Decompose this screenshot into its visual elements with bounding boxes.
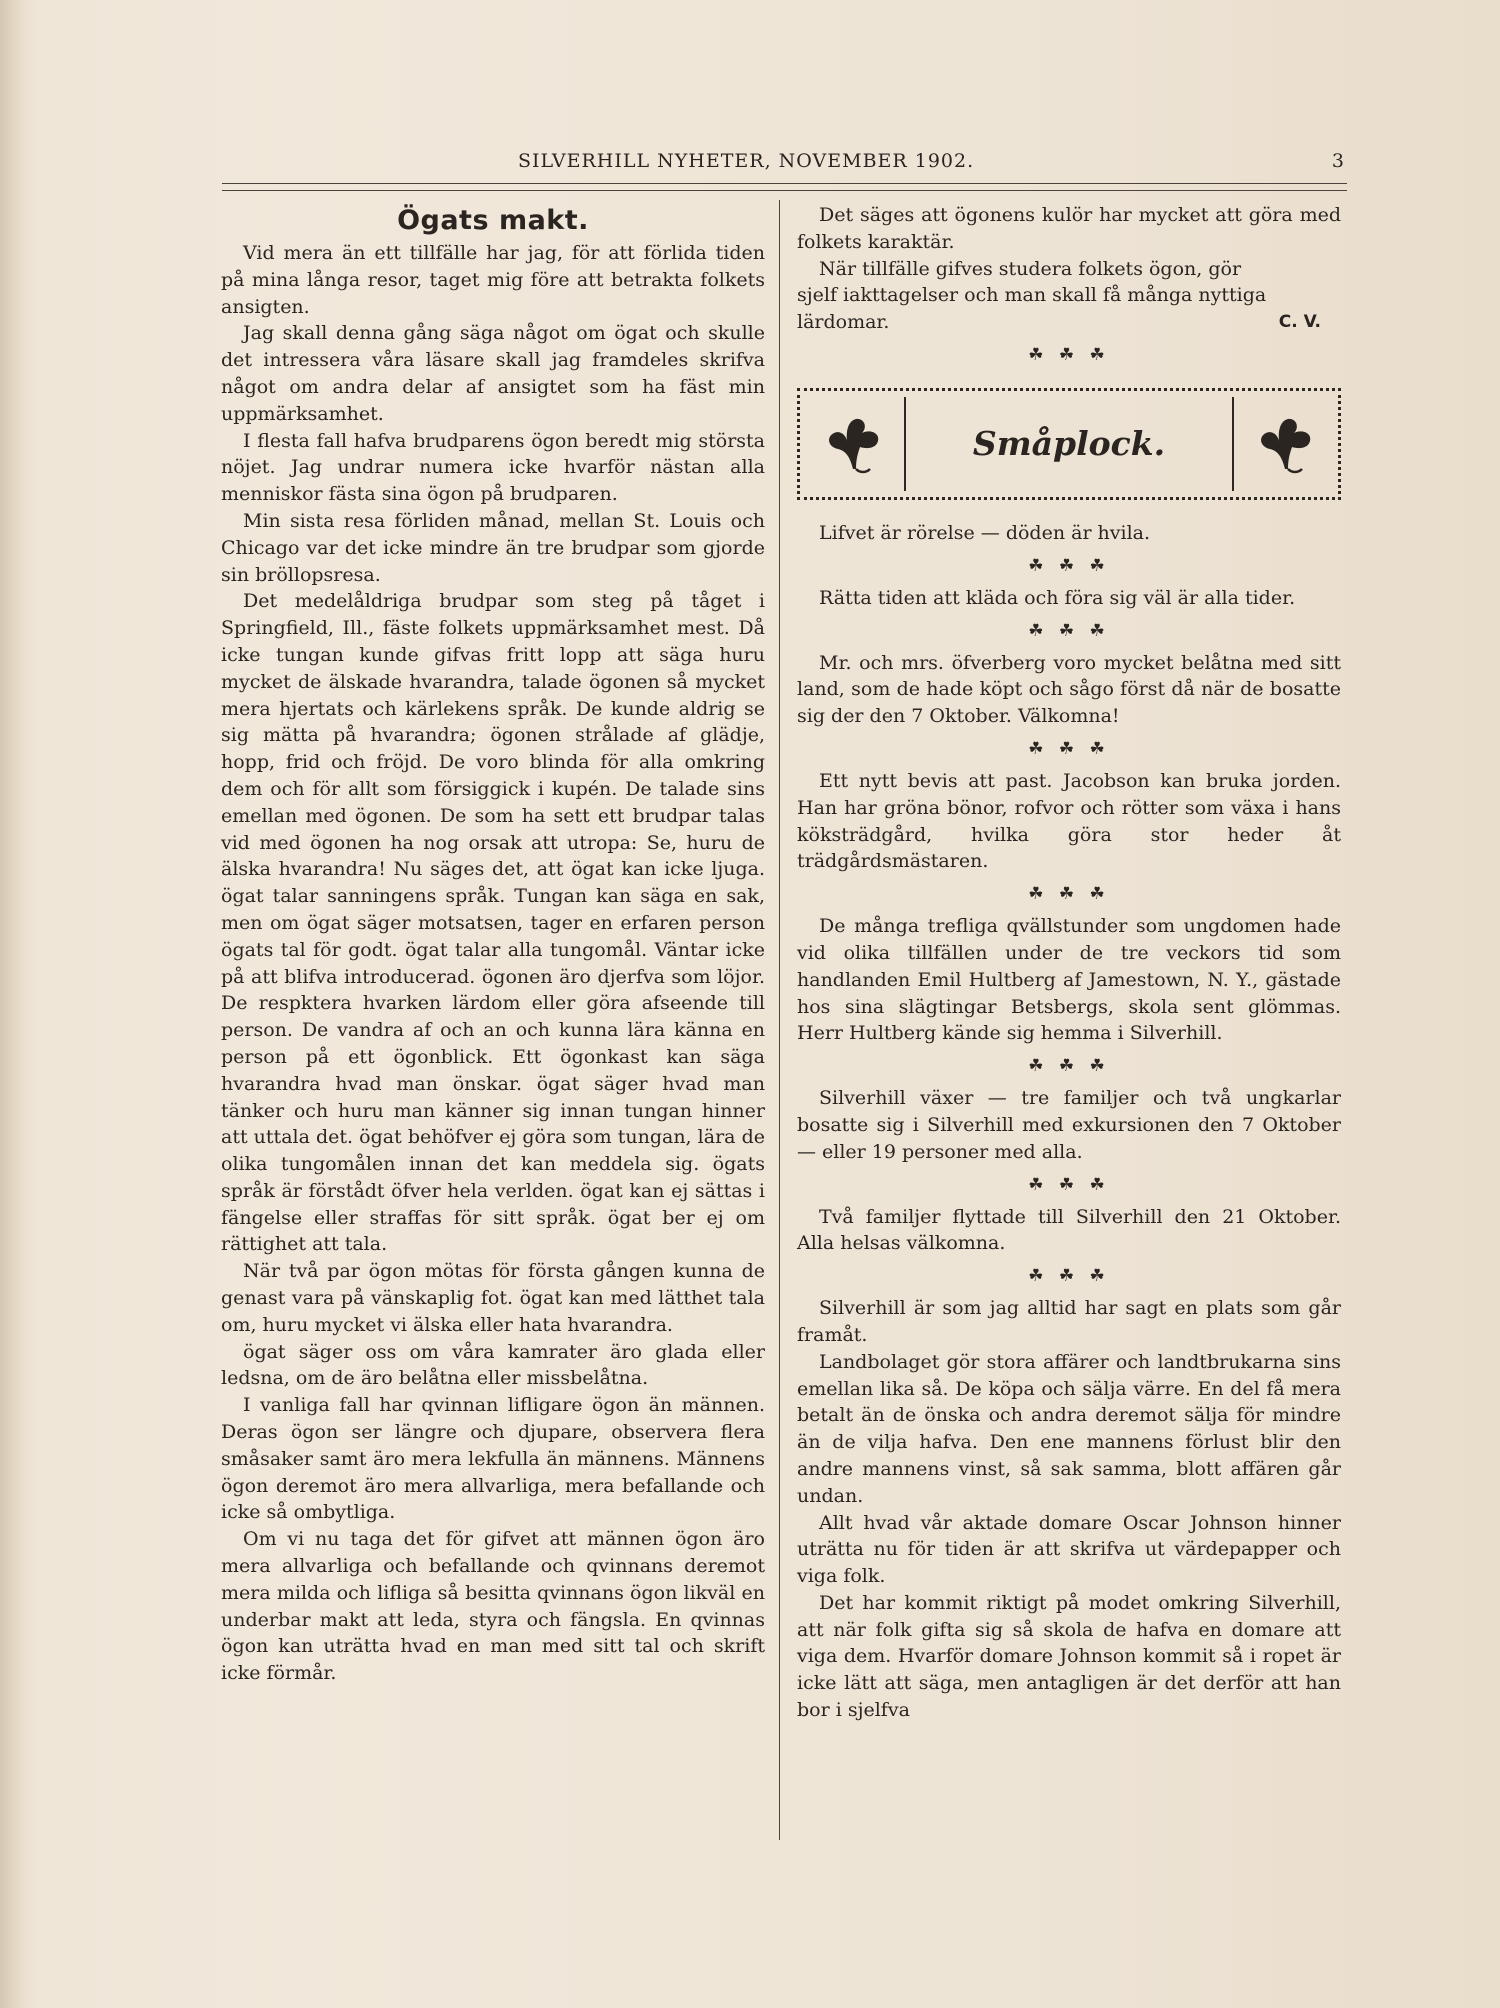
article-paragraph: När tillfälle gifves studera folkets ögon, gör sjelf iakttagelser och man skall få många nyttiga lärdomar. [797,257,1267,334]
news-item: De många trefliga qvällstunder som ungdomen hade vid olika tillfällen under de tre veckors tid som handlanden Emil Hultberg af Jamestown, N. Y., gästade hos sina slägtingar Betsbergs, skola sent glömmas. Herr Hultberg kände sig hemma i Silverhill. [797,915,1341,1045]
news-item: Landbolaget gör stora affärer och landtbrukarna sins emellan lika så. De köpa och sälja värre. En del få mera betalt än de önska och andra deremot sälja för mindre än de vilja hafva. Den ene mannens förlust blir den andre mannens vinst, så sak samma, blott affären går undan. [797,1350,1341,1507]
article-paragraph: ögat säger oss om våra kamrater äro glada eller ledsna, om de äro belåtna eller missbelåtna. [221,1340,765,1390]
article-paragraph: När två par ögon mötas för första gången kunna de genast vara på vänskaplig fot. ögat kan med lätthet tala om, huru mycket vi älska eller hata hvarandra. [221,1260,765,1336]
author-initials: C. V. [1278,312,1321,333]
article-headline: Ögats makt. [397,205,589,236]
page-header [222,150,1347,178]
article-paragraph: Det säges att ögonens kulör har mycket att göra med folkets karaktär. [797,204,1341,253]
clover-ornament: ☘ ☘ ☘ [1028,738,1110,759]
left-column [221,202,765,1687]
article-paragraph: I flesta fall hafva brudparens ögon beredt mig största nöjet. Jag undrar numera icke hvarför nästan alla menniskor fästa sina ögon på brudparen. [221,429,765,506]
news-item: Silverhill växer — tre familjer och två ungkarlar bosatte sig i Silverhill med exkursionen den 7 Oktober — eller 19 personer med alla. [797,1087,1341,1163]
clover-ornament: ☘ ☘ ☘ [1028,1266,1110,1287]
section-banner [797,388,1341,500]
signed-paragraph [797,256,1341,336]
news-item: Ett nytt bevis att past. Jacobson kan bruka jorden. Han har gröna bönor, rofvor och rötter som växa i hans köksträdgård, hvilka göra stor heder åt trädgårdsmästaren. [797,769,1341,873]
clover-ornament: ☘ ☘ ☘ [1028,555,1110,576]
news-item: Det har kommit riktigt på modet omkring Silverhill, att när folk gifta sig så skola de hafva en domare att viga dem. Hvarför domare Johnson kommit så i ropet är icke lätt att säga, men antagligen är det derför att han bor i sjelfva [797,1591,1341,1722]
article-paragraph: I vanliga fall har qvinnan lifligare ögon än männen. Deras ögon ser längre och djupare, observera flera småsaker samt äro mera lekfulla än männens. Männens ögon deremot äro mera allvarliga, mera befallande och icke så ombytliga. [221,1394,765,1524]
news-item: Silverhill är som jag alltid har sagt en plats som går framåt. [797,1297,1341,1346]
article-paragraph: Vid mera än ett tillfälle har jag, för att förlida tiden på mina långa resor, taget mig före att betrakta folkets ansigten. [221,242,765,318]
banner-title-frame [904,397,1234,491]
fleuron-icon [820,411,886,477]
news-item: Rätta tiden att kläda och föra sig väl är alla tider. [819,586,1296,609]
header-double-rule [222,183,1347,191]
news-item: Två familjer flyttade till Silverhill den 21 Oktober. Alla helsas välkomna. [797,1205,1341,1255]
news-item: Mr. och mrs. öfverberg voro mycket belåtna med sitt land, som de hade köpt och sågo först då när de bosatte sig der den 7 Oktober. Välkomna! [797,651,1341,728]
section-title: Småplock. [972,423,1166,463]
news-item: Lifvet är rörelse — döden är hvila. [819,521,1151,544]
fleuron-icon [1252,411,1318,477]
column-divider [779,200,780,1840]
clover-ornament: ☘ ☘ ☘ [1028,620,1110,641]
article-paragraph: Min sista resa förliden månad, mellan St. Louis och Chicago var det icke mindre än tre brudpar som gjorde sin bröllopsresa. [221,509,765,586]
clover-ornament: ☘ ☘ ☘ [1028,1174,1110,1195]
clover-ornament: ☘ ☘ ☘ [1028,344,1110,365]
masthead-title: SILVERHILL NYHETER, NOVEMBER 1902. [518,150,975,172]
right-column [797,202,1341,1724]
article-paragraph: Om vi nu taga det för gifvet att männen ögon äro mera allvarliga och befallande och qvinnans deremot mera milda och lifliga så besitta qvinnans ögon likväl en underbar makt att leda, styra och fängsla. En qvinnas ögon kan uträtta hvad en man med sitt tal och skrift icke förmår. [221,1528,765,1685]
news-item: Allt hvad vår aktade domare Oscar Johnson hinner uträtta nu för tiden är att skrifva ut värdepapper och viga folk. [797,1511,1341,1588]
page-fold-edge [0,0,24,2008]
article-paragraph: Det medelåldriga brudpar som steg på tåget i Springfield, Ill., fäste folkets uppmärksamhet mest. Då icke tungan kunde gifvas fritt lopp att säga huru mycket de älskade hvarandra, talade ögonen så mycket mera hjertats och kärlekens språk. De kunde aldrig se sig mätta på hvarandra; ögonen strålade af glädje, hopp, frid och fröjd. De voro blinda för alla omkring dem och för allt som försiggick i kupén. De talade sins emellan med ögonen. De som ha sett ett brudpar talas vid med ögonen ha nog orsak att utropa: Se, huru de älska hvarandra! Nu säges det, att ögat kan icke ljuga. ögat talar sanningens språk. Tungan kan säga en sak, men om ögat säger motsatsen, tager en erfaren person ögats tal för godt. ögat talar alla tungomål. Väntar icke på att blifva introducerad. ögonen äro djerfva som löjor. De respktera hvarken lärdom eller göra afseende till person. De vandra af och an och kunna lära känna en person på ett ögonblick. Ett ögonkast kan säga hvarandra hvad man önskar. ögat säger hvad man tänker och huru man känner sig innan tungan hinner att uttala det. ögat behöfver ej göra som tungan, lära de olika tungomålen innan det kan meddela sig. ögats språk är förstådt öfver hela verlden. ögat kan ej sättas i fängelse eller straffas för sitt språk. ögat ber ej om rättighet att tala. [221,590,765,1256]
page-number: 3 [1331,150,1345,172]
article-paragraph: Jag skall denna gång säga något om ögat och skulle det intressera våra läsare skall jag framdeles skrifva något om andra delar af ansigtet som ha fäst min uppmärksamhet. [221,322,765,425]
clover-ornament: ☘ ☘ ☘ [1028,884,1110,905]
clover-ornament: ☘ ☘ ☘ [1028,1056,1110,1077]
